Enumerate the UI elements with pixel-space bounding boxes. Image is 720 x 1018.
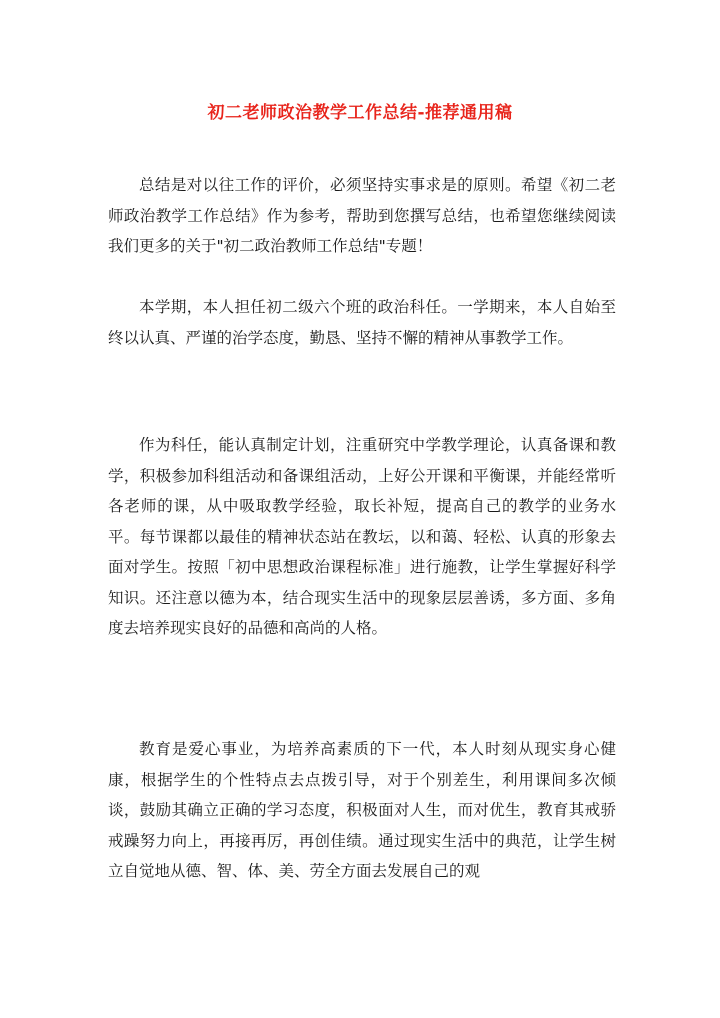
document-title: 初二老师政治教学工作总结-推荐通用稿 [207,103,513,123]
paragraph-teaching: 作为科任，能认真制定计划，注重研究中学教学理论，认真备课和教学，积极参加科组活动和备课组活动，上好公开课和平衡课，并能经常听各老师的课，从中吸取教学经验，取长补短，提高自己的教学的业务水平。每节课都以最佳的精神状态站在教坛，以和蔼、轻松、认真的形象去面对学生。按照「初中思想政治课程标准」进行施教，让学生掌握好科学知识。还注意以德为本，结合现实生活中的现象层层善诱，多方面、多角度去培养现实良好的品德和高尚的人格。 [108,436,616,637]
paragraph-semester: 本学期，本人担任初二级六个班的政治科任。一学期来，本人自始至终以认真、严谨的治学态度，勤恳、坚持不懈的精神从事教学工作。 [108,298,616,347]
paragraph-education: 教育是爱心事业，为培养高素质的下一代，本人时刻从现实身心健康，根据学生的个性特点去点拨引导，对于个别差生，利用课间多次倾谈，鼓励其确立正确的学习态度，积极面对人生，而对优生，教育其戒骄戒躁努力向上，再接再厉，再创佳绩。通过现实生活中的典范，让学生树立自觉地从德、智、体、美、劳全方面去发展自己的观 [108,740,616,880]
paragraph-intro: 总结是对以往工作的评价，必须坚持实事求是的原则。希望《初二老师政治教学工作总结》作为参考，帮助到您撰写总结，也希望您继续阅读我们更多的关于"初二政治教师工作总结"专题！ [108,176,616,255]
